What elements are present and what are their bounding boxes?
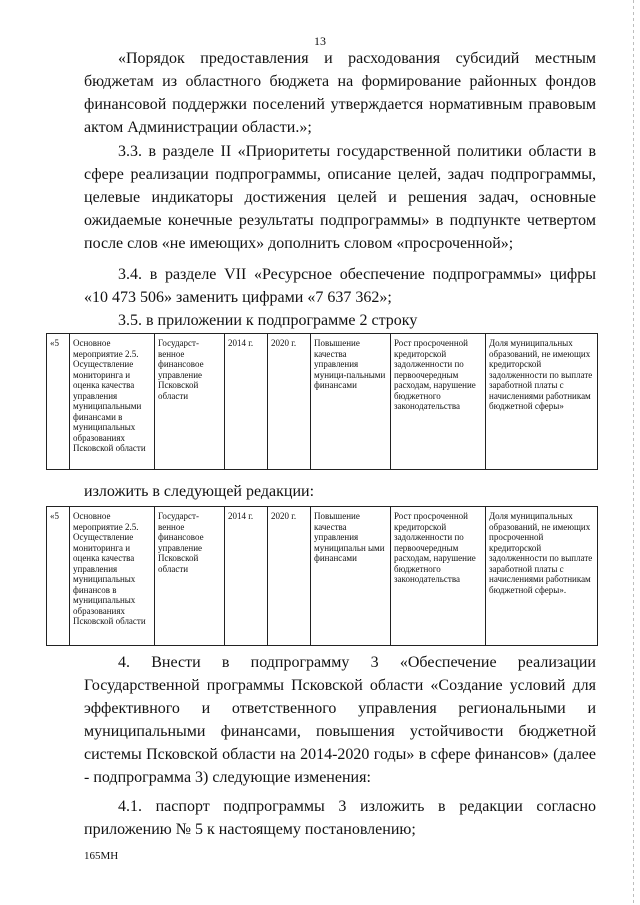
cell-measure: Основное мероприятие 2.5. Осуществление мониторинга и оценка качества управления муниципальных финансов в муниципальных образованиях Псковской области xyxy=(70,507,155,646)
paragraph-4-1: 4.1. паспорт подпрограммы 3 изложить в редакции согласно приложению № 5 к настоящему постановлению; xyxy=(84,798,596,838)
cell-expected-result: Повышение качества управления муници-пальными финансами xyxy=(311,334,391,470)
cell-executor: Государст-венное финансовое управление Псковской области xyxy=(155,334,225,470)
table-row xyxy=(47,334,598,470)
paragraph-new-edition: изложить в следующей редакции: xyxy=(84,483,315,500)
paragraph-3-3: 3.3. в разделе II «Приоритеты государственной политики области в сфере реализации подпрограммы, описание целей, задач подпрограммы, целевые индикаторы достижения целей и решения задач, основные ожидаемые конечные результаты подпрограммы» в подпункте четвертом после слов «не имеющих» дополнить словом «просроченной»; xyxy=(84,143,596,252)
page-edge-line xyxy=(633,0,634,905)
cell-start-year: 2014 г. xyxy=(225,334,268,470)
paragraph-4: 4. Внести в подпрограмму 3 «Обеспечение реализации Государственной программы Псковской области «Создание условий для эффективного и ответственного управления региональными и муниципальными финансами, повышения устойчивости бюджетной системы Псковской области на 2014-2020 годы» в сфере финансов» (далее - подпрограмма 3) следующие изменения: xyxy=(84,654,596,786)
cell-indicator: Доля муниципальных образований, не имеющих просроченной кредиторской задолженности по выплате заработной платы с начислениями работникам бюджетной сферы». xyxy=(486,507,598,646)
cell-consequences: Рост просроченной кредиторской задолженности по первоочередным расходам, нарушение бюджетного законодательства xyxy=(391,507,486,646)
cell-expected-result: Повышение качества управления муниципальн ыми финансами xyxy=(311,507,391,646)
paragraph-3-4: 3.4. в разделе VII «Ресурсное обеспечение подпрограммы» цифры «10 473 506» заменить цифрами «7 637 362»; xyxy=(84,266,596,306)
table-new-row xyxy=(46,506,598,646)
cell-measure: Основное мероприятие 2.5. Осуществление мониторинга и оценка качества управления муниципальными финансами в муниципальных образованиях Псковской области xyxy=(70,334,155,470)
table-row xyxy=(47,507,598,646)
paragraph-subsidy-order: «Порядок предоставления и расходования субсидий местным бюджетам из областного бюджета на формирование районных фондов финансовой поддержки поселений утверждается нормативным правовым актом Администрации области.»; xyxy=(84,50,596,136)
cell-start-year: 2014 г. xyxy=(225,507,268,646)
cell-row-number: «5 xyxy=(47,334,70,470)
cell-row-number: «5 xyxy=(47,507,70,646)
page-number: 13 xyxy=(314,34,326,48)
footer-code: 165МН xyxy=(84,850,119,862)
paragraph-3-5: 3.5. в приложении к подпрограмме 2 строку xyxy=(118,312,418,329)
cell-indicator: Доля муниципальных образований, не имеющих кредиторской задолженности по выплате заработной платы с начислениями работникам бюджетной сферы» xyxy=(486,334,598,470)
cell-end-year: 2020 г. xyxy=(268,507,311,646)
cell-consequences: Рост просроченной кредиторской задолженности по первоочередным расходам, нарушение бюджетного законодательства xyxy=(391,334,486,470)
table-old-row xyxy=(46,333,598,470)
cell-executor: Государст-венное финансовое управление Псковской области xyxy=(155,507,225,646)
cell-end-year: 2020 г. xyxy=(268,334,311,470)
